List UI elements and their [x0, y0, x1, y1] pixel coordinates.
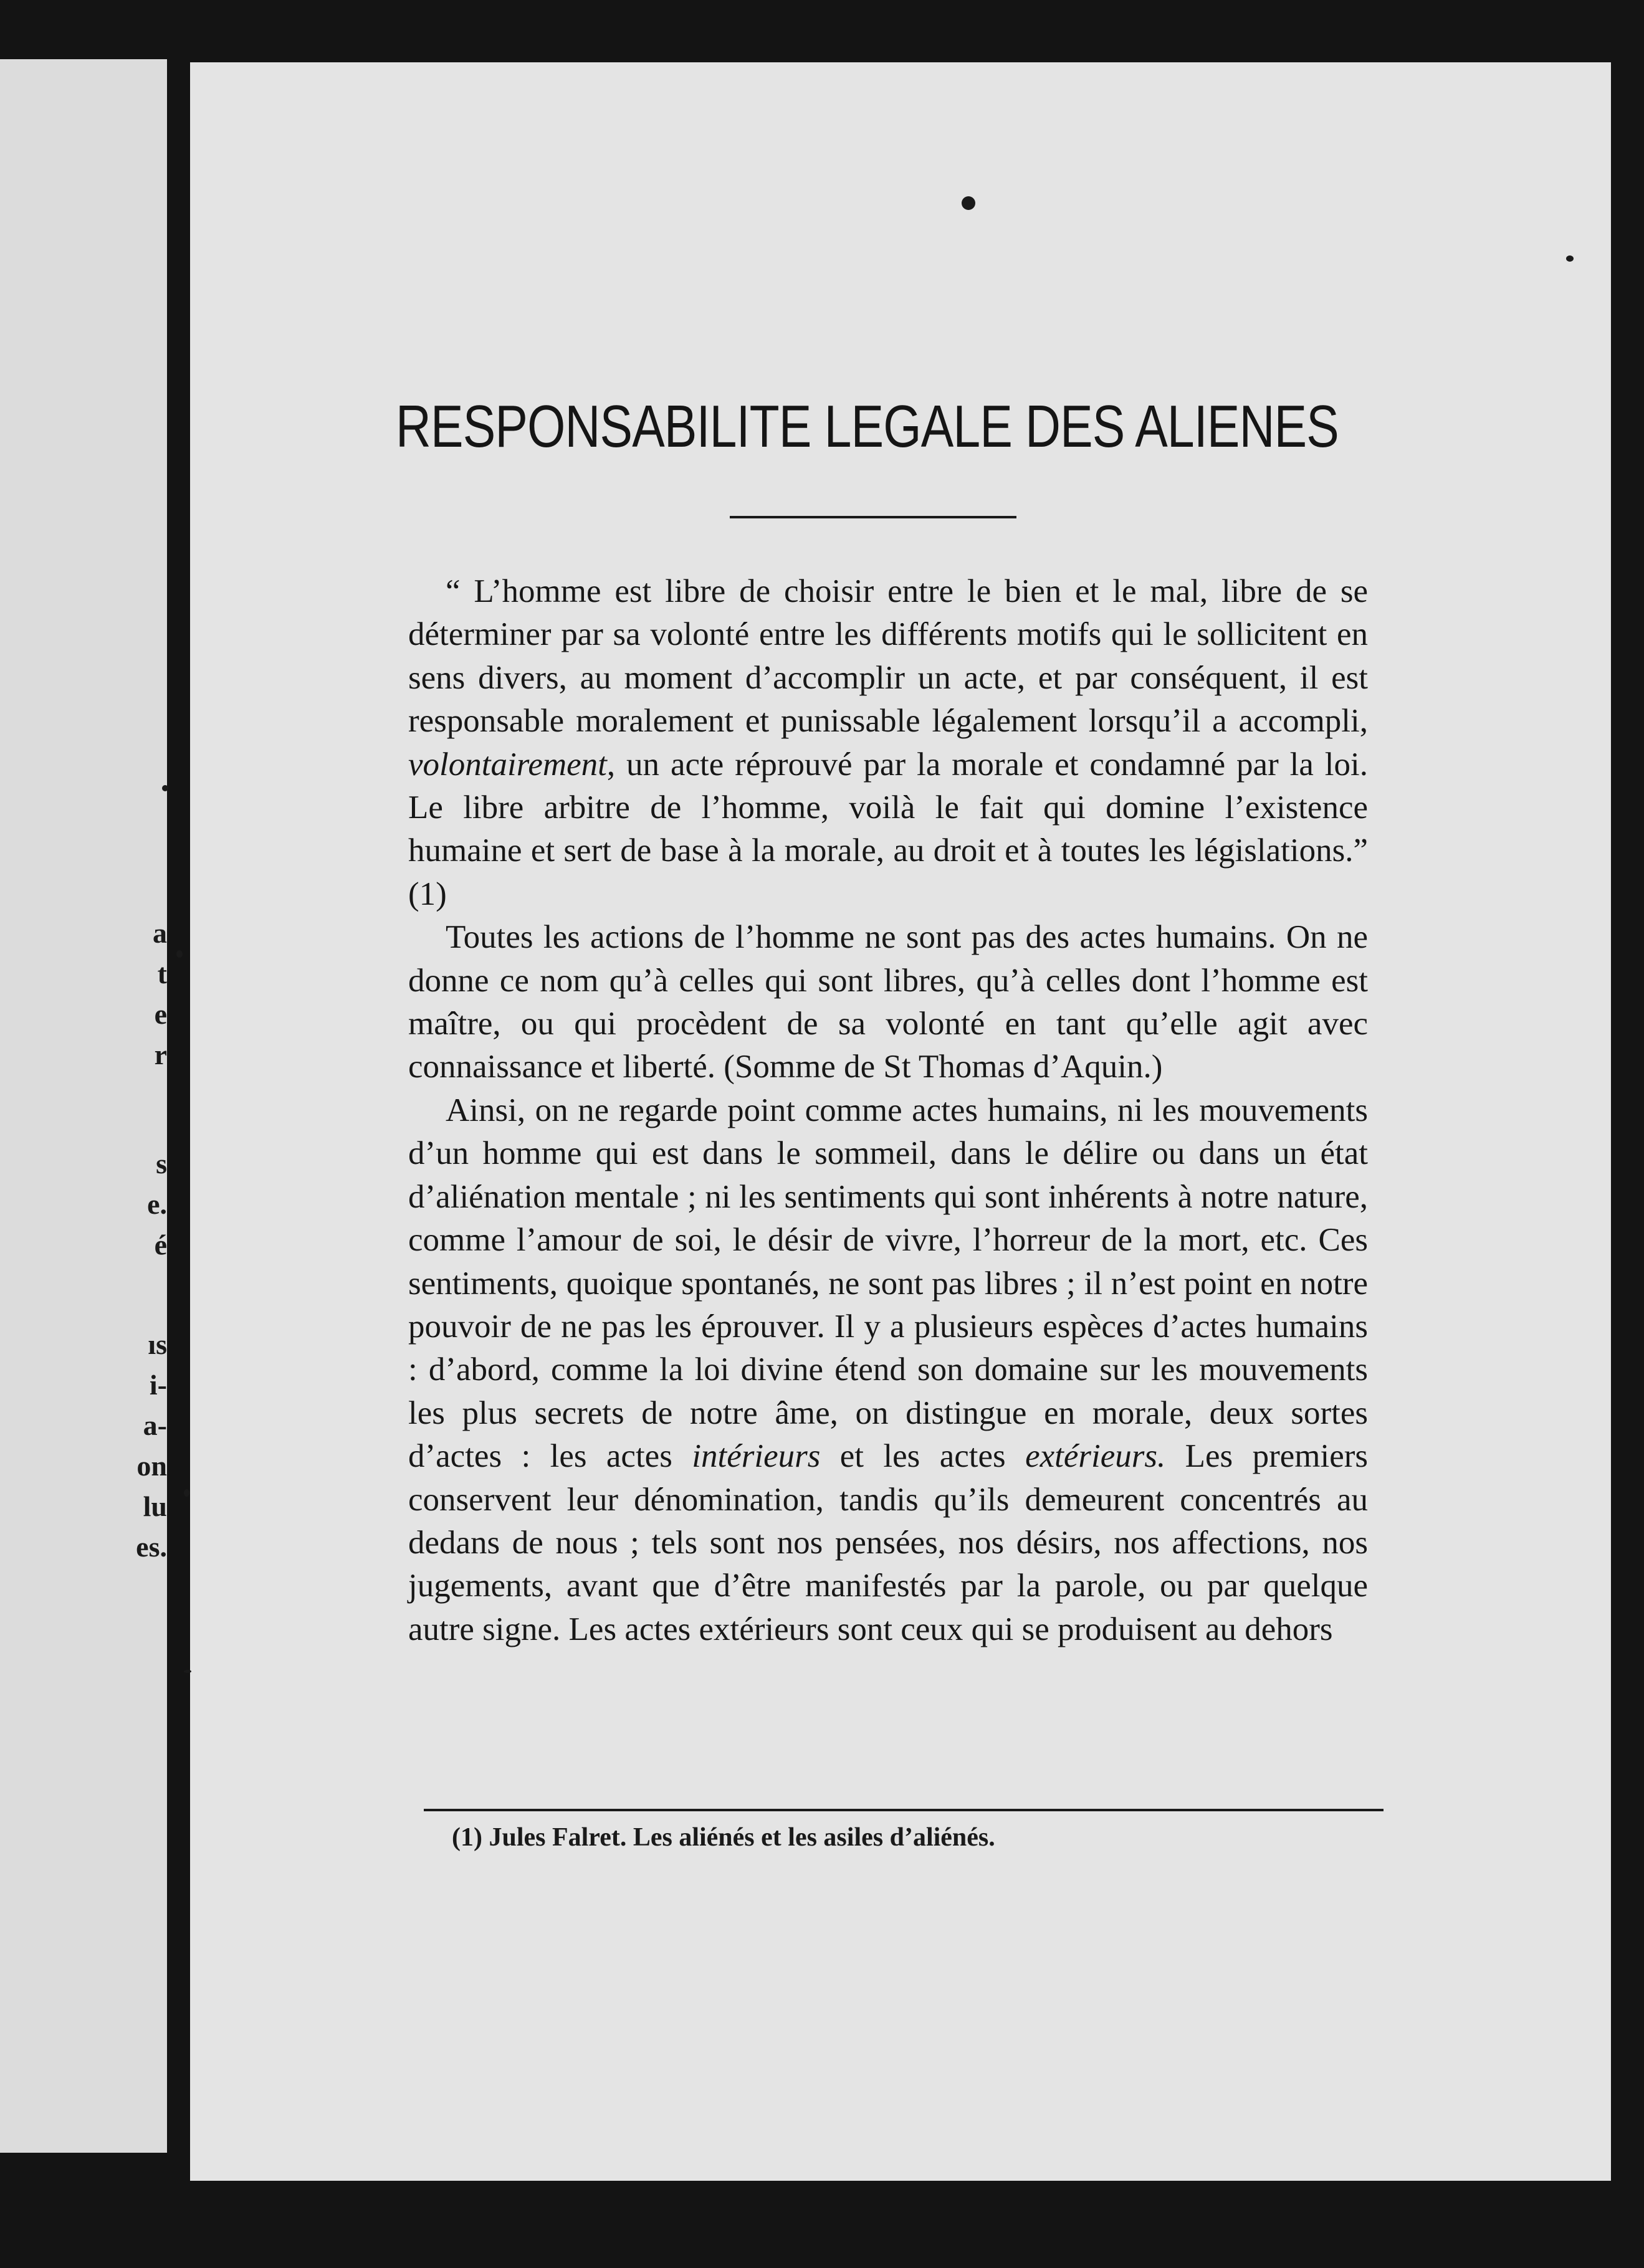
margin-fragment: a — [153, 917, 167, 949]
paragraph-text: Ainsi, on ne regarde point comme actes humains, ni les mouvements d’un homme qui est dans le sommeil, dans le délire ou dans un état d’aliénation mentale ; ni les sentiments qui sont inhérents à notre nature, comme l’amour de soi, le désir de vivre, l’horreur de la mort, etc. Ces sentiments, quoique spontanés, ne sont pas libres ; il n’est point en notre pouvoir de ne pas les éprouver. Il y a plusieurs espèces d’actes humains : d’abord, comme la loi divine étend son domaine sur les mouvements les plus secrets de notre âme, on distingue en morale, deux sortes d’actes : les actes — [408, 1092, 1368, 1475]
margin-fragment: on — [136, 1450, 167, 1482]
paragraph-text: Toutes les actions de l’homme ne sont pas des actes humains. On ne donne ce nom qu’à celles qui sont libres, qu’à celles dont l’homme est maître, ou qui procèdent de sa volonté en tant qu’elle agit avec connaissance et liberté. (Somme de St Thomas d’Aquin.) — [408, 919, 1368, 1085]
page-title: RESPONSABILITE LEGALE DES ALIENES — [396, 393, 1339, 460]
paragraph — [408, 916, 1368, 1089]
scan-speck — [1566, 255, 1574, 262]
paragraph — [408, 570, 1368, 916]
left-page-text-fragments — [0, 59, 167, 2153]
margin-fragment: lu — [143, 1490, 167, 1522]
margin-fragment: ıs — [148, 1328, 167, 1360]
italic-word: volontairement — [408, 746, 607, 783]
italic-word: intérieurs — [692, 1438, 821, 1475]
scan-speck — [162, 785, 168, 791]
margin-fragment: é — [154, 1229, 167, 1260]
margin-fragment: r — [154, 1039, 167, 1070]
scan-speck — [962, 196, 975, 210]
footnote: (1) Jules Falret. Les aliénés et les asiles d’aliénés. — [452, 1823, 995, 1852]
margin-fragment: es. — [136, 1531, 167, 1563]
margin-fragment: e. — [147, 1188, 167, 1220]
body-text — [408, 570, 1368, 1651]
margin-fragment: t — [157, 958, 167, 989]
paragraph-text: Les premiers conservent leur dénomination, tandis qu’ils demeurent concentrés au dedans de nous ; tels sont nos pensées, nos désirs, nos affections, nos jugements, avant que d’être manifestés par la parole, ou par quelque autre signe. Les actes extérieurs sont ceux qui se produisent au dehors — [408, 1438, 1369, 1647]
paragraph — [408, 1089, 1368, 1651]
scan-speck — [176, 950, 183, 958]
paragraph-text: et les actes — [820, 1438, 1026, 1475]
margin-fragment: i- — [149, 1369, 167, 1401]
title-rule — [730, 516, 1016, 518]
footnote-rule — [424, 1809, 1384, 1811]
margin-fragment: s — [156, 1148, 167, 1179]
margin-fragment: e — [154, 998, 167, 1030]
scan-speck — [184, 1489, 189, 1497]
italic-word: extérieurs. — [1025, 1438, 1166, 1475]
margin-fragment: a- — [143, 1409, 167, 1441]
paragraph-text: “ L’homme est libre de choisir entre le bien et le mal, libre de se déterminer par sa volonté entre les différents motifs qui le sollicitent en sens divers, au moment d’accomplir un acte, et par conséquent, il est responsable moralement et punissable légalement lorsqu’il a accompli, — [408, 573, 1368, 740]
paragraph-text: , un acte réprouvé par la morale et condamné par la loi. Le libre arbitre de l’homme, voilà le fait qui domine l’existence humaine et sert de base à la morale, au droit et à toutes les législations.” (1) — [408, 746, 1368, 912]
right-book-page — [190, 62, 1611, 2181]
scan-speck — [184, 1670, 191, 1673]
left-facing-page — [0, 59, 167, 2153]
